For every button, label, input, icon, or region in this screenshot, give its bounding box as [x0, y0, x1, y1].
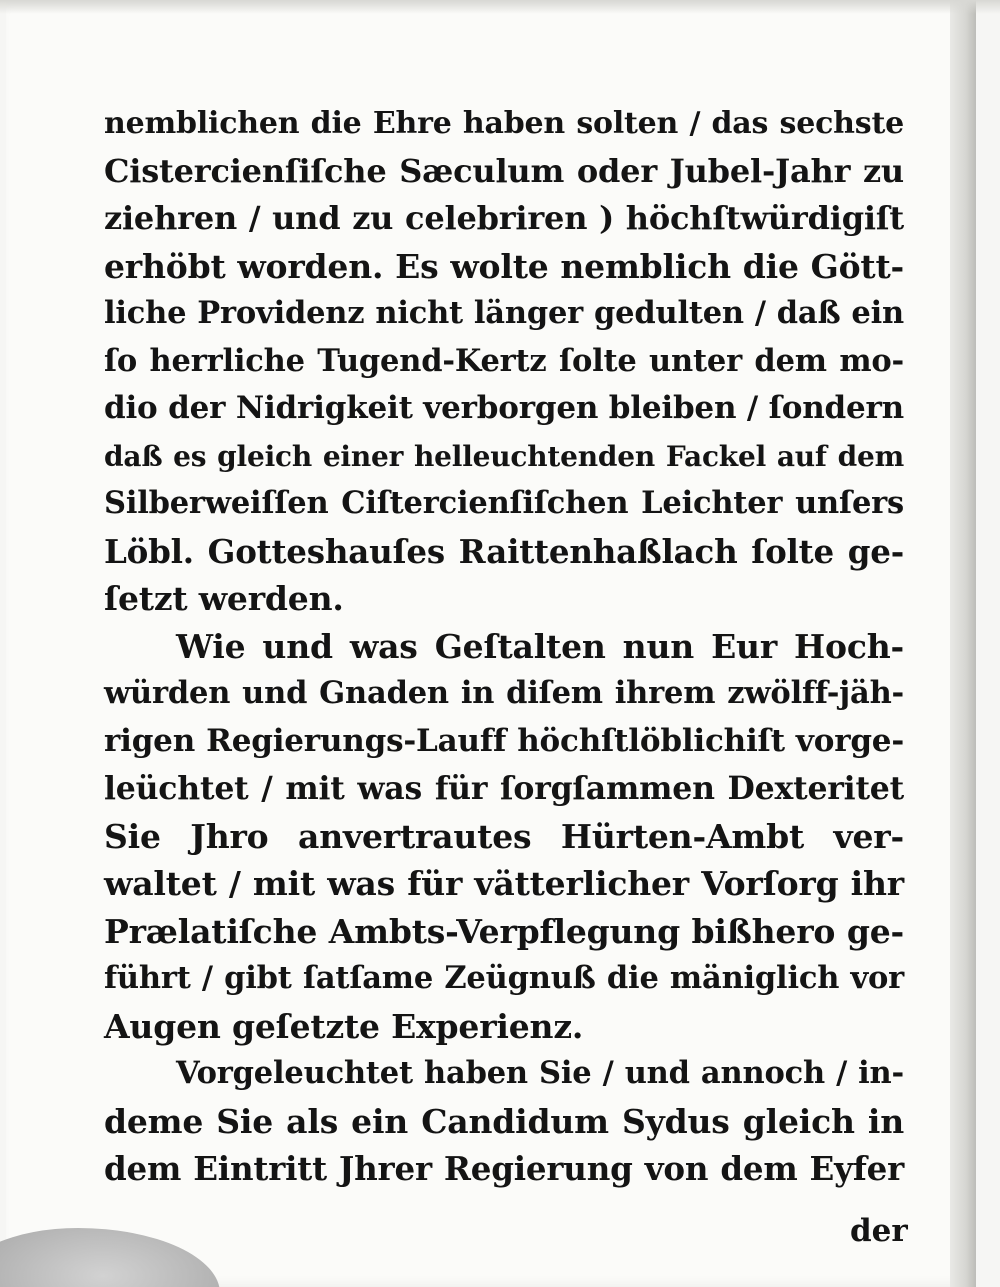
text-line: führt / gibt ſatſame Zeügnuß die mäniglich vor	[104, 960, 904, 996]
paragraph-start-line: Vorgeleuchtet haben Sie / und annoch / in-	[176, 1055, 904, 1091]
text-line: Prælatiſche Ambts-Verpflegung bißhero ge-	[104, 911, 904, 951]
text-line: leüchtet / mit was für ſorgſammen Dexteritet	[104, 770, 904, 807]
text-line: würden und Gnaden in diſem ihrem zwölff-jäh-	[104, 675, 904, 711]
text-line: dio der Nidrigkeit verborgen bleiben / ſondern	[104, 390, 905, 426]
text-line: waltet / mit was für vätterlicher Vorſorg ihr	[104, 864, 904, 903]
text-line: Cistercienſiſche Sæculum oder Jubel-Jahr zu	[104, 151, 904, 190]
body-text	[104, 100, 904, 1193]
text-line: Löbl. Gotteshauſes Raittenhaßlach ſolte ge-	[104, 531, 904, 571]
text-line: rigen Regierungs-Lauff höchſtlöblichiſt vorge-	[104, 722, 904, 759]
text-line: Augen geſetzte Experienz.	[104, 1006, 584, 1046]
page-gutter-shadow	[950, 0, 976, 1287]
catchword: der	[850, 1213, 908, 1249]
text-line: nemblichen die Ehre haben solten / das sechste	[104, 106, 904, 141]
text-line: dem Eintritt Jhrer Regierung von dem Eyfer	[104, 1149, 904, 1188]
text-line: ſo herrliche Tugend-Kertz ſolte unter dem mo-	[104, 342, 904, 379]
text-line: daß es gleich einer helleuchtenden Fackel auf dem	[104, 439, 904, 473]
text-line: deme Sie als ein Candidum Sydus gleich in	[104, 1101, 904, 1141]
text-line: Silberweiſſen Ciſtercienſiſchen Leichter unſers	[104, 485, 904, 521]
text-line: ſetzt werden.	[104, 579, 344, 618]
page-top-edge	[0, 0, 1000, 14]
text-line: erhöbt worden. Es wolte nemblich die Gött-	[104, 246, 904, 286]
paragraph-start-line: Wie und was Geſtalten nun Eur Hoch-	[176, 626, 904, 666]
text-line: ziehren / und zu celebriren ) höchſtwürdigiſt	[104, 199, 904, 237]
text-line: liche Providenz nicht länger gedulten / daß ein	[104, 295, 904, 331]
text-line: Sie Jhro anvertrautes Hürten-Ambt ver-	[104, 816, 904, 856]
